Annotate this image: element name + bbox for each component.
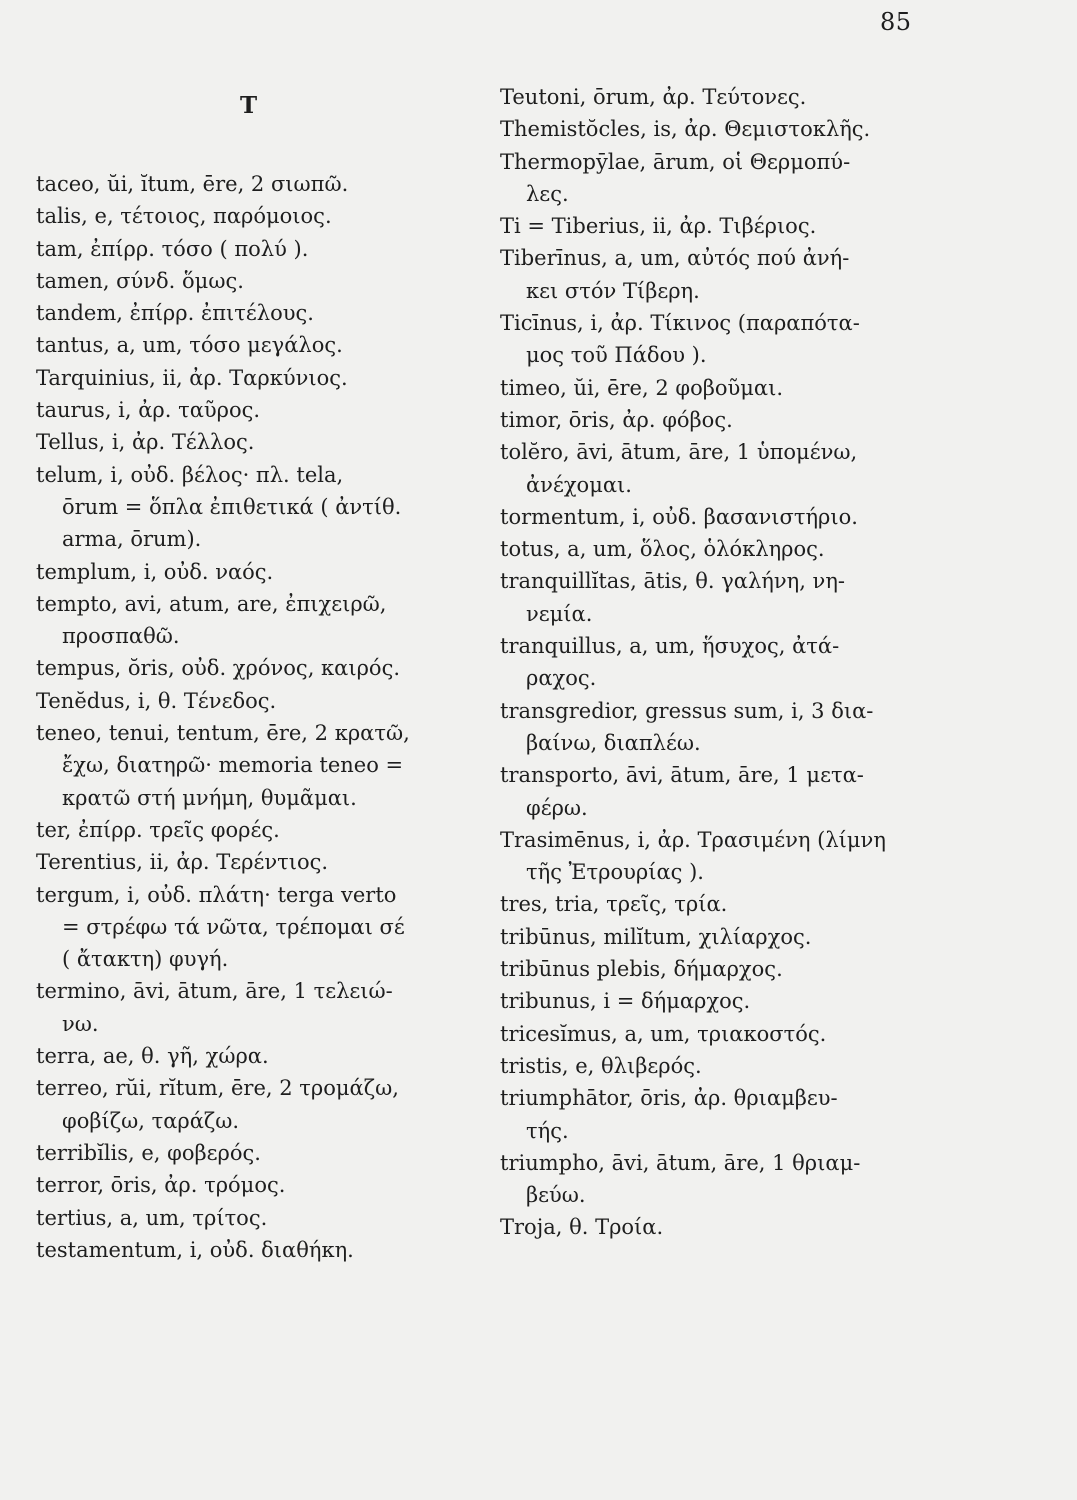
- dictionary-entry-line: Troja, θ. Τροία.: [500, 1215, 664, 1240]
- dictionary-entry-line: tertius, a, um, τρίτος.: [36, 1205, 268, 1230]
- entry-continuation-line: φέρω.: [526, 795, 588, 820]
- entry-continuation-line: κρατῶ στή μνήμη, θυμᾶμαι.: [62, 785, 357, 810]
- dictionary-entry-line: triumphātor, ōris, ἀρ. θριαμβευ-: [500, 1086, 838, 1111]
- dictionary-entry-line: taurus, i, ἀρ. ταῦρος.: [36, 398, 261, 423]
- dictionary-entry-line: Thermopȳlae, ārum, οἱ Θερμοπύ-: [500, 149, 851, 174]
- dictionary-entry-line: tricesĭmus, a, um, τριακοστός.: [500, 1021, 827, 1046]
- entry-continuation-line: κει στόν Τίβερη.: [526, 278, 700, 303]
- dictionary-entry-line: terribĭlis, e, φοβερός.: [36, 1140, 261, 1165]
- dictionary-entry-line: tamen, σύνδ. ὅμως.: [36, 268, 244, 293]
- entry-continuation-line: βεύω.: [526, 1183, 586, 1208]
- dictionary-entry-line: Ti = Tiberius, ii, ἀρ. Τιβέριος.: [500, 214, 817, 239]
- dictionary-entry-line: tantus, a, um, τόσο μεγάλος.: [36, 333, 343, 358]
- dictionary-entry-line: tempus, ŏris, οὐδ. χρόνος, καιρός.: [36, 656, 401, 681]
- dictionary-entry-line: Tellus, i, ἀρ. Τέλλος.: [36, 430, 255, 455]
- entry-continuation-line: arma, ōrum).: [62, 527, 202, 552]
- dictionary-entry-line: totus, a, um, ὅλος, ὁλόκληρος.: [500, 537, 825, 562]
- entry-continuation-line: μος τοῦ Πάδου ).: [526, 343, 707, 368]
- entry-continuation-line: βαίνω, διαπλέω.: [526, 730, 701, 755]
- dictionary-entry-line: transporto, āvi, ātum, āre, 1 μετα-: [500, 763, 864, 788]
- dictionary-entry-line: tres, tria, τρεῖς, τρία.: [500, 892, 728, 917]
- dictionary-entry-line: termino, āvi, ātum, āre, 1 τελειώ-: [36, 979, 393, 1004]
- entry-continuation-line: ἔχω, διατηρῶ· memoria teneo =: [62, 753, 404, 778]
- dictionary-entry-line: telum, i, οὐδ. βέλος· πλ. tela,: [36, 462, 344, 487]
- dictionary-entry-line: tranquillus, a, um, ἥσυχος, ἀτά-: [500, 634, 840, 659]
- dictionary-entry-line: Themistŏcles, is, ἀρ. Θεμιστοκλῆς.: [500, 117, 871, 142]
- dictionary-entry-line: Teutoni, ōrum, ἀρ. Τεύτονες.: [500, 85, 807, 109]
- entry-continuation-line: τής.: [526, 1118, 569, 1143]
- entry-continuation-line: ἀνέχομαι.: [526, 472, 632, 497]
- dictionary-entry-line: tribunus, i = δήμαρχος.: [500, 989, 751, 1014]
- section-letter-heading: T: [240, 92, 258, 119]
- dictionary-entry-line: tandem, ἐπίρρ. ἐπιτέλους.: [36, 301, 314, 326]
- dictionary-entry-line: ter, ἐπίρρ. τρεῖς φορές.: [36, 817, 280, 842]
- dictionary-entry-line: terreo, rŭi, rĭtum, ēre, 2 τρομάζω,: [36, 1076, 399, 1101]
- dictionary-entry-line: teneo, tenui, tentum, ēre, 2 κρατῶ,: [36, 721, 410, 746]
- dictionary-entry-line: Terentius, ii, ἀρ. Τερέντιος.: [36, 850, 329, 875]
- dictionary-entry-line: tribūnus plebis, δήμαρχος.: [500, 957, 783, 982]
- entry-continuation-line: προσπαθῶ.: [62, 624, 180, 649]
- entry-continuation-line: νω.: [62, 1011, 99, 1036]
- entry-continuation-line: ( ἄτακτη) φυγή.: [62, 947, 229, 972]
- dictionary-entry-line: Tenĕdus, i, θ. Τένεδος.: [36, 688, 277, 713]
- entry-continuation-line: ραχος.: [526, 666, 597, 691]
- dictionary-entry-line: Ticīnus, i, ἀρ. Τίκινος (παραπότα-: [500, 311, 860, 336]
- dictionary-entry-line: timor, ōris, ἀρ. φόβος.: [500, 407, 733, 432]
- dictionary-entry-line: testamentum, i, οὐδ. διαθήκη.: [36, 1237, 354, 1262]
- dictionary-entry-line: transgredior, gressus sum, i, 3 δια-: [500, 698, 874, 723]
- left-column-entries: [36, 168, 491, 1266]
- dictionary-entry-line: tempto, avi, atum, are, ἐπιχειρῶ,: [36, 591, 387, 616]
- dictionary-entry-line: tolĕro, āvi, ātum, āre, 1 ὑπομένω,: [500, 440, 858, 465]
- right-column-entries: [500, 81, 955, 1244]
- entry-continuation-line: ōrum = ὅπλα ἐπιθετικά ( ἀντίθ.: [62, 494, 402, 519]
- dictionary-entry-line: Tiberīnus, a, um, αὐτός πού ἀνή-: [500, 246, 850, 271]
- dictionary-entry-line: talis, e, τέτοιος, παρόμοιος.: [36, 204, 332, 229]
- entry-continuation-line: φοβίζω, ταράζω.: [62, 1108, 240, 1133]
- dictionary-entry-line: terror, ōris, ἀρ. τρόμος.: [36, 1173, 286, 1198]
- dictionary-entry-line: tristis, e, θλιβερός.: [500, 1053, 702, 1078]
- entry-continuation-line: νεμία.: [526, 601, 593, 626]
- dictionary-entry-line: Trasimēnus, i, ἀρ. Τρασιμένη (λίμνη: [500, 827, 886, 852]
- dictionary-entry-line: triumpho, āvi, ātum, āre, 1 θριαμ-: [500, 1150, 861, 1175]
- dictionary-entry-line: terra, ae, θ. γῆ, χώρα.: [36, 1044, 269, 1069]
- dictionary-entry-line: timeo, ŭi, ēre, 2 φοβοῦμαι.: [500, 375, 783, 400]
- entry-continuation-line: = στρέφω τά νῶτα, τρέπομαι σέ: [62, 914, 405, 939]
- page-number: 85: [880, 8, 912, 36]
- entry-continuation-line: λες.: [526, 181, 569, 206]
- dictionary-entry-line: tergum, i, οὐδ. πλάτη· terga verto: [36, 882, 397, 907]
- entry-continuation-line: τῆς Ἐτρουρίας ).: [526, 860, 704, 885]
- dictionary-entry-line: taceo, ŭi, ĭtum, ēre, 2 σιωπῶ.: [36, 172, 349, 196]
- dictionary-entry-line: tormentum, i, οὐδ. βασανιστήριο.: [500, 504, 858, 529]
- dictionary-entry-line: tribūnus, milĭtum, χιλίαρχος.: [500, 924, 812, 949]
- dictionary-entry-line: tranquillĭtas, ātis, θ. γαλήνη, νη-: [500, 569, 846, 594]
- dictionary-entry-line: templum, i, οὐδ. ναός.: [36, 559, 274, 584]
- dictionary-entry-line: Tarquinius, ii, ἀρ. Ταρκύνιος.: [36, 365, 348, 390]
- dictionary-entry-line: tam, ἐπίρρ. τόσο ( πολύ ).: [36, 236, 309, 261]
